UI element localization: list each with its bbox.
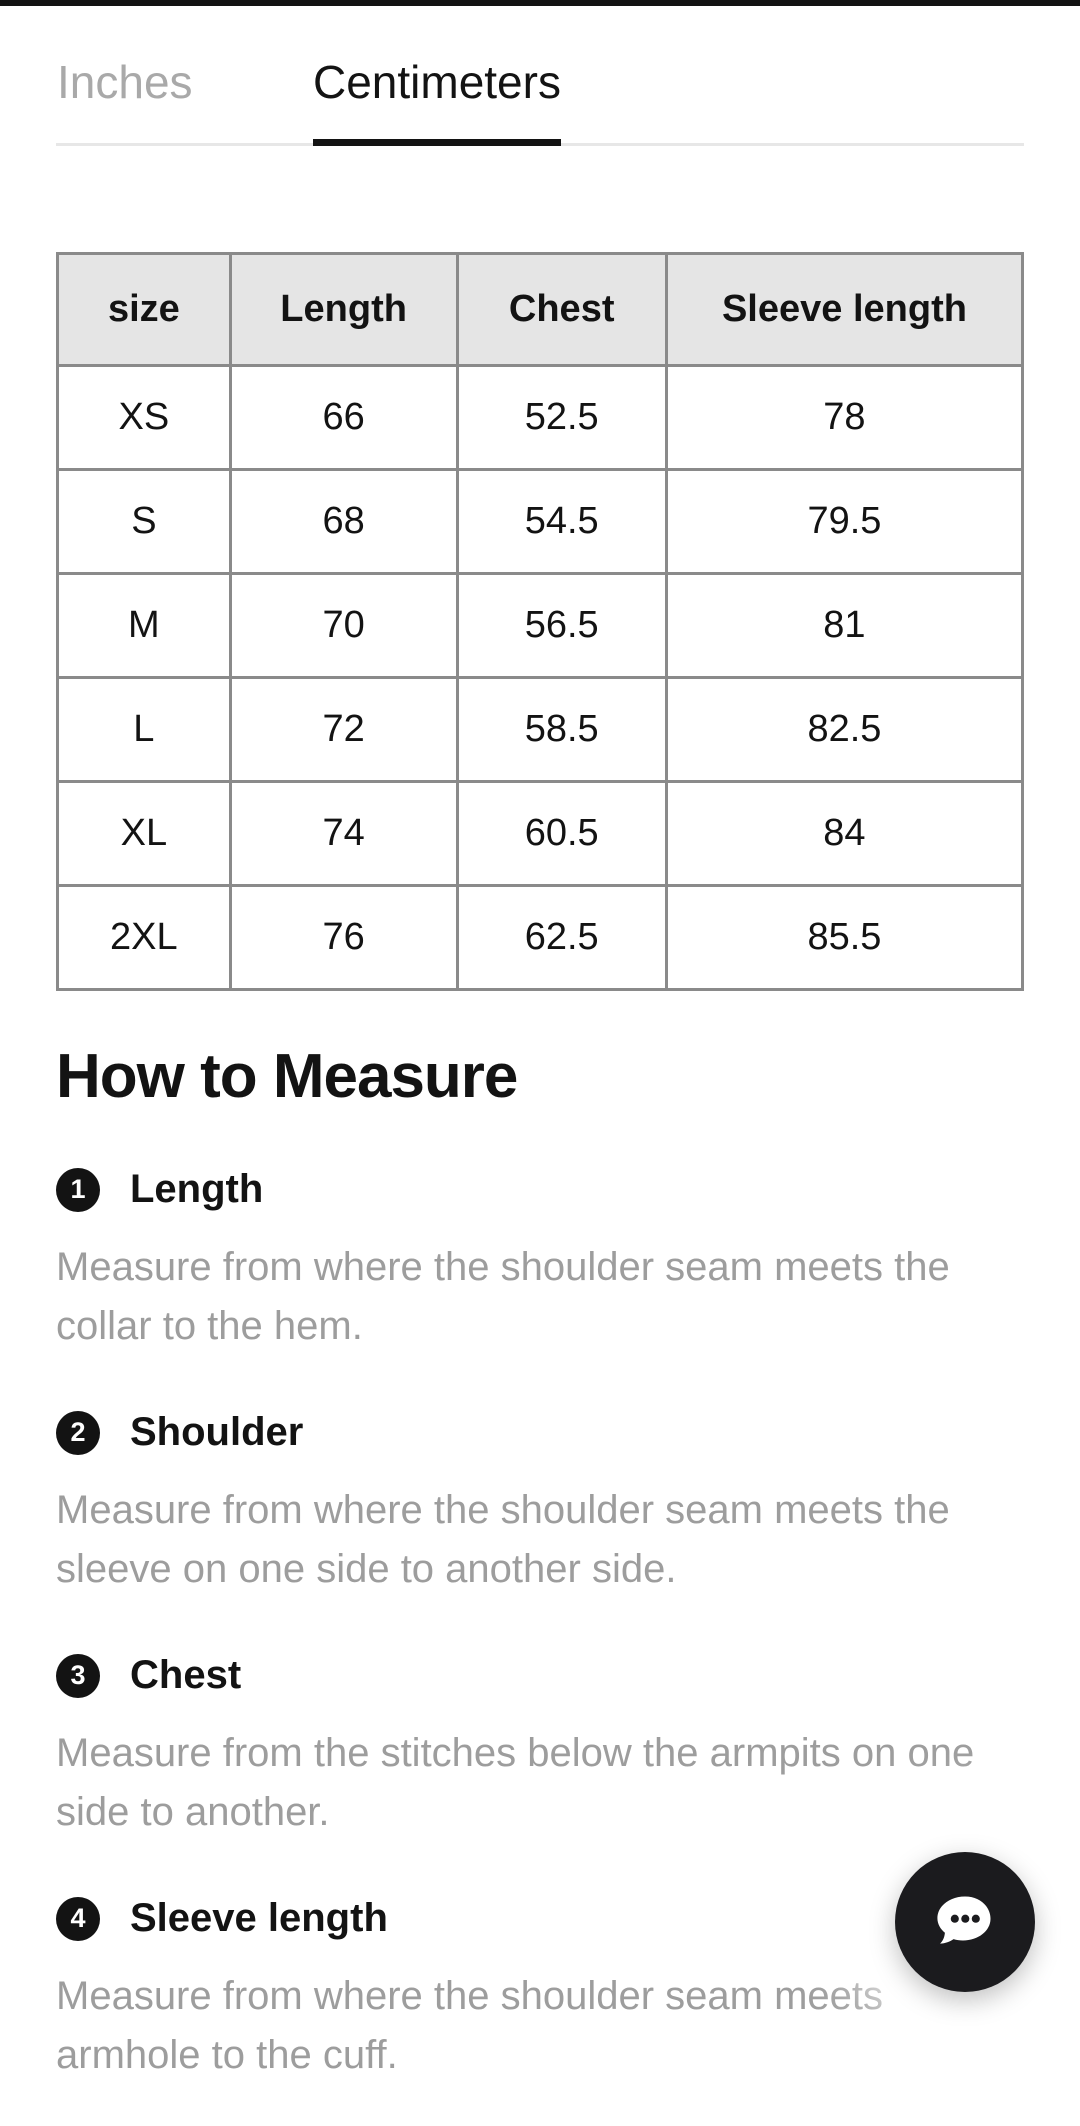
sleeve-length-cell: 79.5: [666, 470, 1022, 574]
measure-item-label: Sleeve length: [130, 1896, 388, 1940]
size-cell: XL: [58, 782, 231, 886]
how-to-measure-title: How to Measure: [56, 1042, 518, 1111]
measure-item-length: [56, 1167, 1024, 1356]
chest-cell: 56.5: [457, 574, 666, 678]
chest-cell: 60.5: [457, 782, 666, 886]
table-row: [58, 782, 1023, 886]
step-number-badge: 4: [56, 1897, 100, 1941]
sleeve-length-cell: 78: [666, 366, 1022, 470]
table-row: [58, 886, 1023, 990]
column-header-chest: Chest: [457, 254, 666, 366]
unit-tabs: [0, 6, 1080, 146]
size-cell: 2XL: [58, 886, 231, 990]
column-header-size: size: [58, 254, 231, 366]
step-number-badge: 1: [56, 1168, 100, 1212]
table-row: [58, 470, 1023, 574]
length-cell: 70: [230, 574, 457, 678]
measure-item-shoulder: [56, 1410, 1024, 1599]
step-number-badge: 2: [56, 1411, 100, 1455]
size-chart-table: [56, 252, 1024, 991]
measure-item-label: Shoulder: [130, 1410, 304, 1454]
size-cell: L: [58, 678, 231, 782]
tab-centimeters[interactable]: Centimeters: [312, 56, 561, 108]
measure-item-description: Measure from the stitches below the armpits on one side to another.: [56, 1731, 975, 1834]
table-row: [58, 678, 1023, 782]
column-header-sleeve-length: Sleeve length: [666, 254, 1022, 366]
measure-item-label: Chest: [130, 1653, 242, 1697]
measure-item-sleeve-length: [56, 1896, 1024, 2085]
length-cell: 72: [230, 678, 457, 782]
chest-cell: 58.5: [457, 678, 666, 782]
chat-bubble-icon: [929, 1886, 1001, 1958]
sleeve-length-cell: 82.5: [666, 678, 1022, 782]
measure-item-description: Measure from where the shoulder seam meets the collar to the hem.: [56, 1245, 950, 1348]
tab-inches[interactable]: Inches: [57, 56, 193, 108]
size-cell: S: [58, 470, 231, 574]
chest-cell: 54.5: [457, 470, 666, 574]
measure-item-description: Measure from where the shoulder seam meets armhole to the cuff.: [56, 1974, 884, 2077]
measure-item-description: Measure from where the shoulder seam meets the sleeve on one side to another side.: [56, 1488, 950, 1591]
size-cell: XS: [58, 366, 231, 470]
length-cell: 74: [230, 782, 457, 886]
size-cell: M: [58, 574, 231, 678]
column-header-length: Length: [230, 254, 457, 366]
sleeve-length-cell: 84: [666, 782, 1022, 886]
measure-item-chest: [56, 1653, 1024, 1842]
table-row: [58, 574, 1023, 678]
step-number-badge: 3: [56, 1654, 100, 1698]
chest-cell: 52.5: [457, 366, 666, 470]
sleeve-length-cell: 81: [666, 574, 1022, 678]
table-row: [58, 366, 1023, 470]
chat-button[interactable]: [895, 1852, 1035, 1992]
length-cell: 66: [230, 366, 457, 470]
length-cell: 76: [230, 886, 457, 990]
table-header-row: [58, 254, 1023, 366]
length-cell: 68: [230, 470, 457, 574]
measure-item-label: Length: [130, 1167, 264, 1211]
chest-cell: 62.5: [457, 886, 666, 990]
sleeve-length-cell: 85.5: [666, 886, 1022, 990]
